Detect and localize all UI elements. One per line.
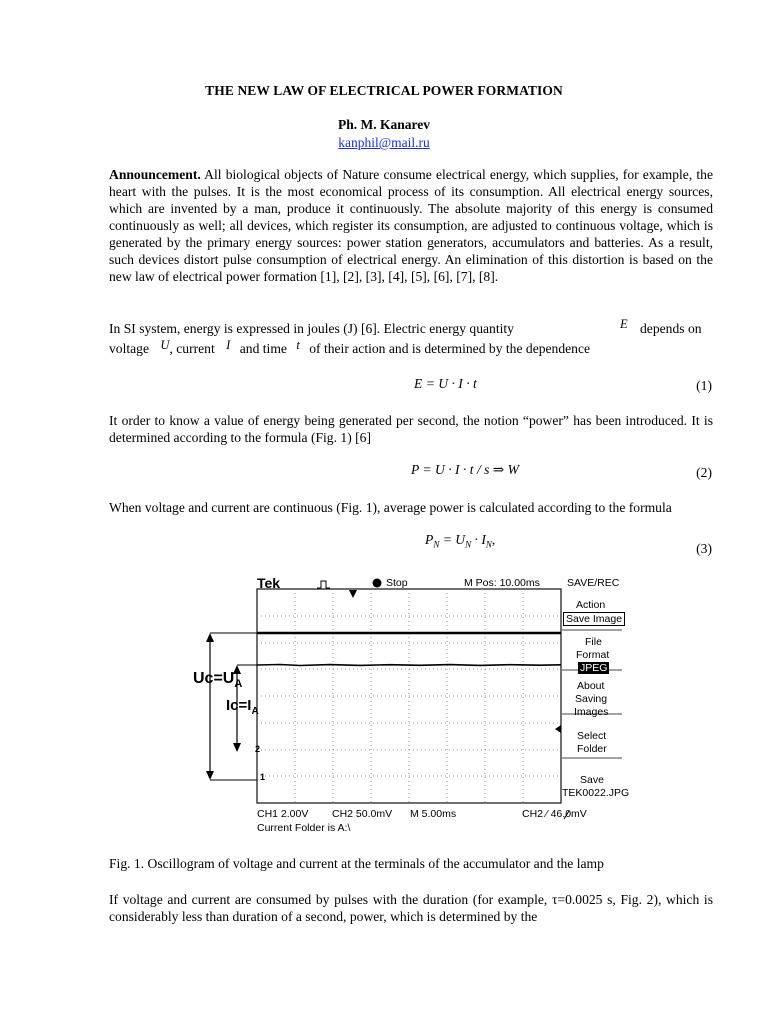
ch1-ground-marker: 1 (260, 772, 266, 782)
menu-format-label: Format (576, 649, 610, 661)
menu-file-label: File (585, 636, 602, 648)
ic-label: $Ic=I_A$ (226, 697, 259, 717)
menu-jpeg-button[interactable]: JPEG (580, 662, 608, 674)
si-line2-time: and time (239, 341, 287, 356)
menu-save-filename-button[interactable]: TEK0022.JPG (562, 787, 630, 799)
scope-grid (257, 589, 561, 803)
menu-action-label: Action (576, 599, 606, 611)
document-title: THE NEW LAW OF ELECTRICAL POWER FORMATION (205, 83, 563, 98)
current-trace (257, 665, 561, 666)
scope-menu-title: SAVE/REC (567, 577, 620, 589)
acquire-icon (317, 581, 330, 588)
author-name: Ph. M. Kanarev (338, 117, 430, 132)
scope-mpos: M Pos: 10.00ms (464, 577, 540, 589)
power-paragraph: It order to know a value of energy being generated per second, the notion “power” has been introduced. It is determined according to the formula (Fig. 1) [6] (109, 413, 713, 445)
ch2-ground-marker: 2 (255, 744, 261, 754)
announcement-label: Announcement. (109, 167, 201, 182)
symbol-e: E (620, 317, 628, 331)
equation-1: E = U · I · t (414, 376, 477, 391)
equation-3-number: (3) (696, 541, 712, 556)
menu-save-label: Save (580, 774, 604, 786)
menu-saving-label: Saving (575, 693, 608, 705)
scope-stop-status: Stop (386, 577, 408, 589)
author-email-link[interactable]: kanphil@mail.ru (338, 135, 430, 150)
announcement-paragraph (109, 166, 713, 285)
si-paragraph (109, 317, 713, 358)
si-line2-voltage: voltage (109, 341, 150, 356)
stop-dot-icon (373, 579, 382, 588)
si-line1-end: depends on (640, 321, 702, 336)
scope-ch1-scale: CH1 2.00V (257, 808, 309, 820)
symbol-u: U (160, 338, 170, 352)
figure-caption: Fig. 1. Oscillogram of voltage and current at the terminals of the accumulator and the lamp (109, 856, 604, 871)
menu-images-label: Images (574, 706, 609, 718)
equation-1-number: (1) (696, 378, 712, 393)
average-power-paragraph: When voltage and current are continuous (Fig. 1), average power is calculated according to the formula (109, 500, 672, 515)
menu-folder-label[interactable]: Folder (577, 743, 607, 755)
equation-2: P = U · I · t / s ⇒ W (411, 462, 519, 477)
si-line2-end: of their action and is determined by the dependence (309, 341, 591, 356)
menu-save-image-button[interactable]: Save Image (563, 612, 625, 626)
equation-3: $P_N = U_N \cdot I_N$, (425, 532, 496, 550)
scope-current-folder: Current Folder is A:\ (257, 822, 351, 834)
scope-ch2-scale: CH2 50.0mV (332, 808, 393, 820)
uc-label: $Uc=U_A$ (193, 670, 243, 691)
menu-select-label: Select (577, 730, 607, 742)
symbol-i: I (226, 338, 231, 352)
oscillogram-figure (190, 570, 630, 840)
si-line2-current: , current (169, 341, 215, 356)
scope-time-scale: M 5.00ms (410, 808, 457, 820)
menu-about-label: About (577, 680, 605, 692)
si-line1-text: In SI system, energy is expressed in joules (J) [6]. Electric energy quantity (109, 321, 514, 336)
pulse-paragraph: If voltage and current are consumed by pulses with the duration (for example, τ=0.0025 s, Fig. 2), which is considerably less than duration of a second, power, which is determined by the (109, 892, 713, 924)
symbol-t: t (296, 338, 300, 352)
scope-brand: Tek (257, 575, 281, 591)
scope-trigger-level: CH2 ⁄ 46.0mV (522, 808, 587, 820)
announcement-text: All biological objects of Nature consume electrical energy, which supplies, for example, the heart with the pulses. It is the most economical process of its consumption. All electrical energy sources, which are invented by a man, produce it continuously. The absolute majority of this energy is consumed continuously as well; all devices, which register its consumption, are adjusted to continuous voltage, which is generated by the primary energy sources: power station generators, accumulators and batteries. As a result, such devices distort pulse consumption of electrical energy. An elimination of this distortion is based on the new law of electrical power formation [1], [2], [3], [4], [5], [6], [7], [8]. (109, 167, 713, 284)
equation-2-number: (2) (696, 465, 712, 480)
